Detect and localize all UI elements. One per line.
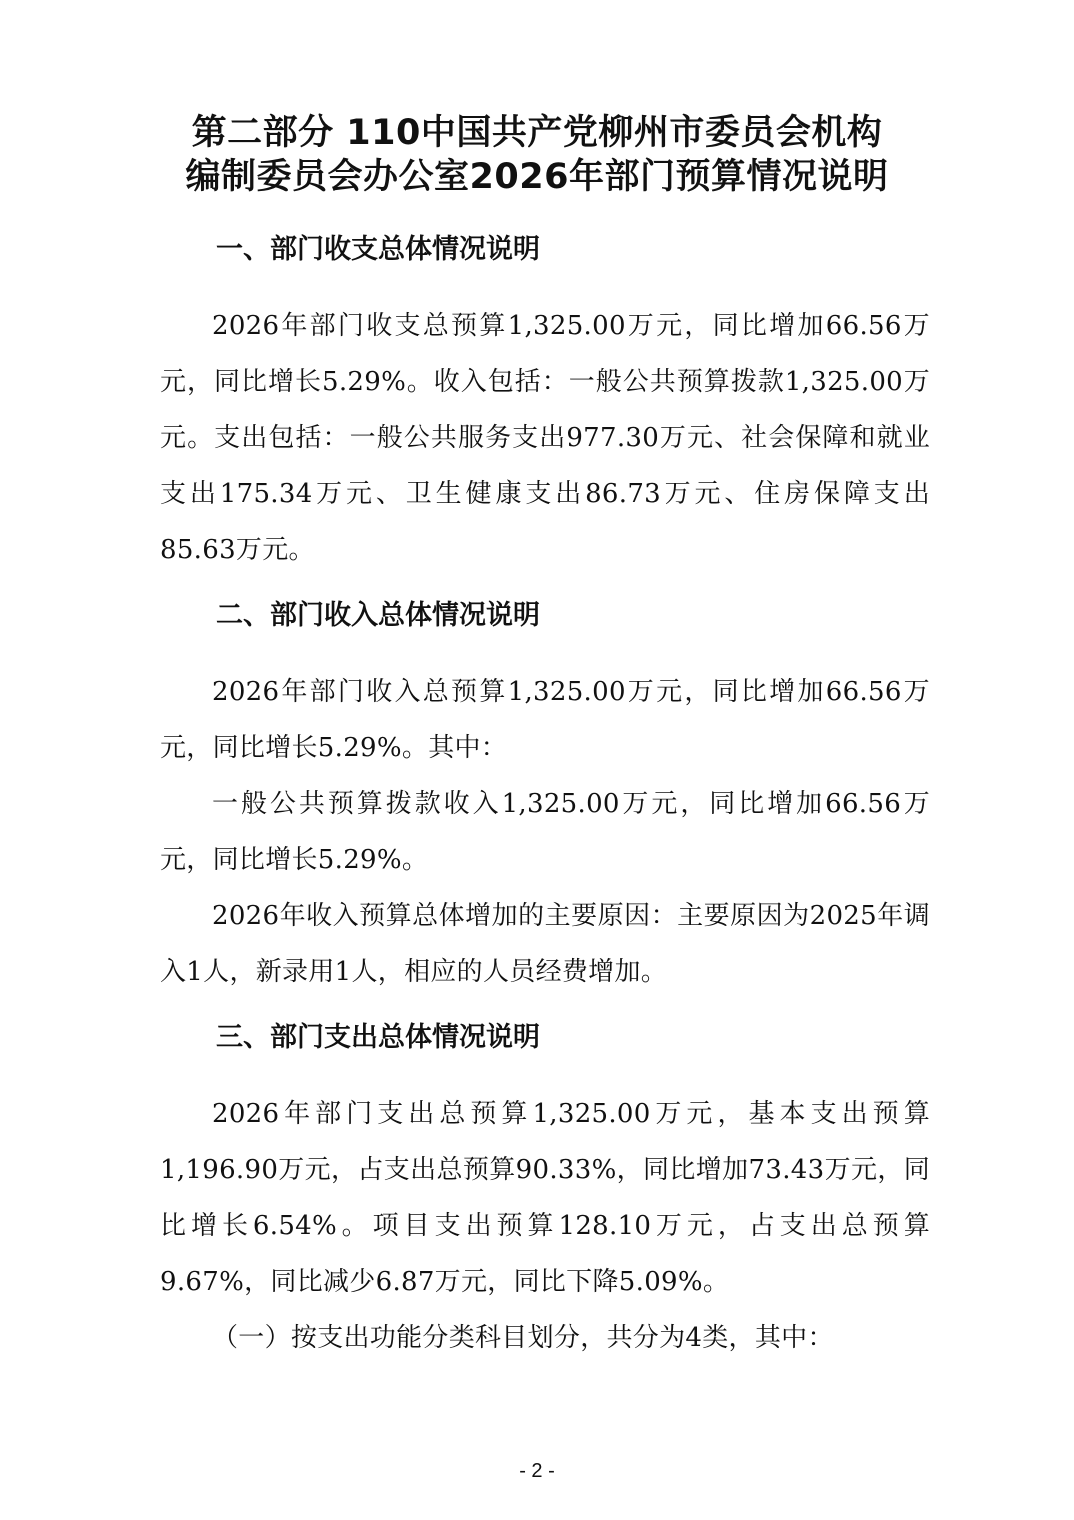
document-title-line-2: 编制委员会办公室2026年部门预算情况说明 [185, 157, 889, 197]
paragraph-income-summary: 2026年部门收入总预算1,325.00万元，同比增加66.56万元，同比增长5.29%。其中： [160, 677, 930, 763]
page-number: - 2 - [519, 1460, 555, 1482]
section-heading-income-expenditure: 一、部门收支总体情况说明 [216, 234, 540, 265]
paragraph-general-budget-income: 一般公共预算拨款收入1,325.00万元，同比增加66.56万元，同比增长5.29%。 [160, 789, 930, 875]
paragraph-functional-classification: （一）按支出功能分类科目划分，共分为4类，其中： [212, 1323, 834, 1353]
paragraph-income-expenditure-summary: 2026年部门收支总预算1,325.00万元，同比增加66.56万元，同比增长5.29%。收入包括：一般公共预算拨款1,325.00万元。支出包括：一般公共服务支出977.30万元、社会保障和就业支出175.34万元、卫生健康支出86.73万元、住房保障支出85.63万元。 [160, 311, 930, 565]
document-title-line-1: 第二部分 110中国共产党柳州市委员会机构 [191, 113, 883, 153]
section-heading-income: 二、部门收入总体情况说明 [216, 600, 540, 631]
paragraph-income-increase-reason: 2026年收入预算总体增加的主要原因：主要原因为2025年调入1人，新录用1人，相应的人员经费增加。 [160, 901, 930, 987]
section-heading-expenditure: 三、部门支出总体情况说明 [216, 1022, 540, 1053]
paragraph-expenditure-summary: 2026年部门支出总预算1,325.00万元，基本支出预算1,196.90万元，占支出总预算90.33%，同比增加73.43万元，同比增长6.54%。项目支出预算128.10万元，占支出总预算9.67%，同比减少6.87万元，同比下降5.09%。 [160, 1099, 930, 1297]
